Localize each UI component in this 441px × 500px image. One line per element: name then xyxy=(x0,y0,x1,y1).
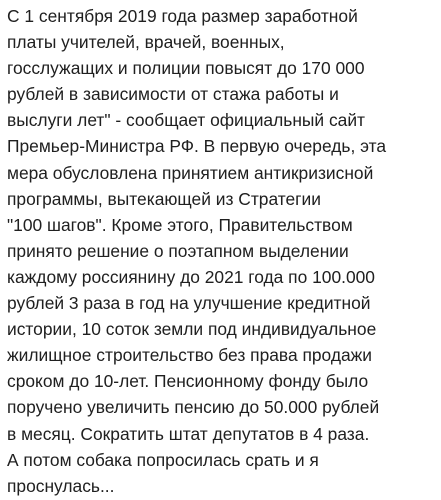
post-text-line: сроком до 10-лет. Пенсионному фонду было xyxy=(7,371,369,392)
post-text-line: проснулась... xyxy=(7,475,115,496)
post-text-line: каждому россиянину до 2021 года по 100.000 xyxy=(7,266,375,287)
post-text-line: программы, вытекающей из Стратегии xyxy=(7,188,321,209)
post-text-line: Премьер-Министра РФ. В первую очередь, эта xyxy=(7,136,387,157)
post-text-line: выслуги лет" - сообщает официальный сайт xyxy=(7,110,366,131)
post-text-line: "100 шагов". Кроме этого, Правительством xyxy=(7,214,353,235)
post-text-line: принято решение о поэтапном выделении xyxy=(7,240,349,261)
post-text-line: С 1 сентября 2019 года размер заработной xyxy=(7,6,358,26)
post-text-line: мера обусловлена принятием антикризисной xyxy=(7,162,374,183)
post-text-line: госслужащих и полиции повысят до 170 000 xyxy=(7,58,365,79)
post-text-line: в месяц. Сократить штат депутатов в 4 раза. xyxy=(7,423,370,444)
post-text-line: А потом собака попросилась срать и я xyxy=(7,449,319,470)
post-text xyxy=(7,3,441,499)
post-text-line: платы учителей, врачей, военных, xyxy=(7,32,285,53)
post-text-line: рублей 3 раза в год на улучшение кредитной xyxy=(7,293,371,314)
post-text-line: поручено увеличить пенсию до 50.000 рублей xyxy=(7,397,380,418)
post-text-line: рублей в зависимости от стажа работы и xyxy=(7,84,339,105)
post-text-line: жилищное строительство без права продажи xyxy=(7,345,373,366)
post-text-line: истории, 10 соток земли под индивидуальное xyxy=(7,319,377,340)
